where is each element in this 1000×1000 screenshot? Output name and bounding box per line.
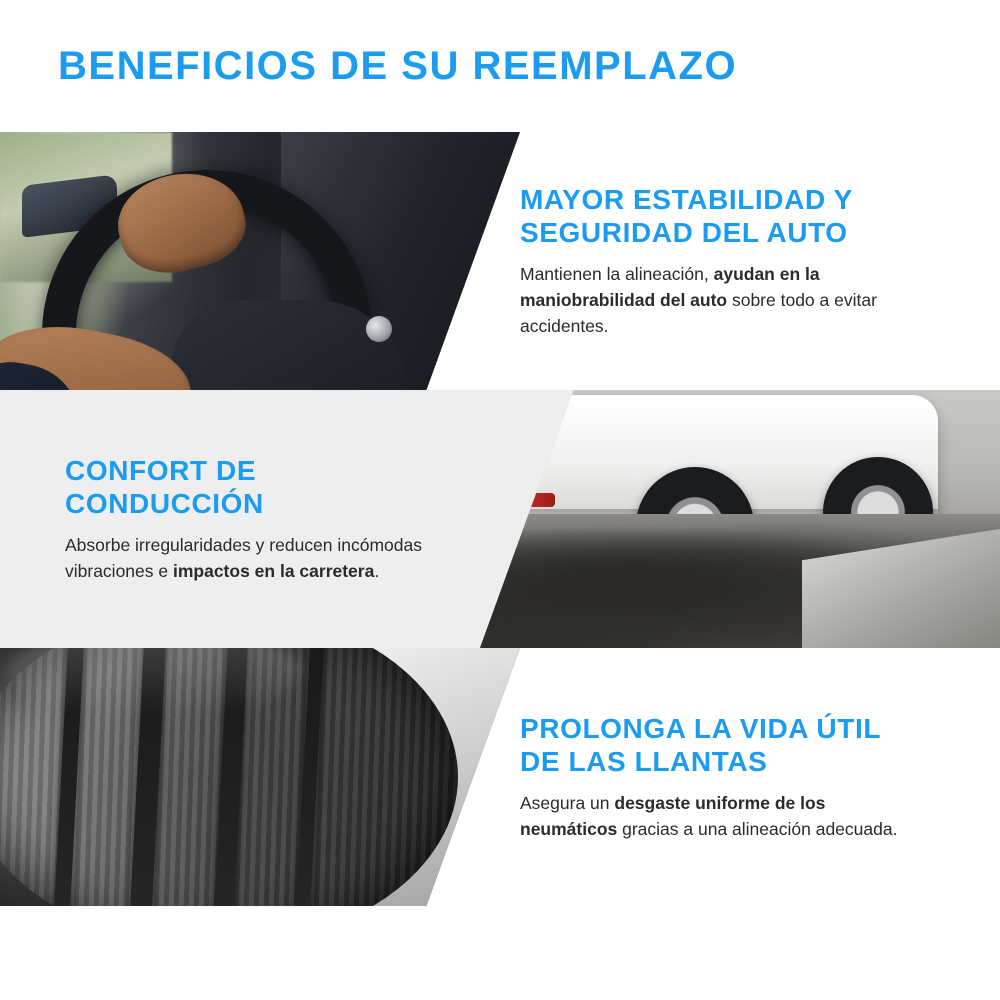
benefit-body-part: sobre todo a evitar accidentes.: [520, 289, 877, 337]
page-title: BENEFICIOS DE SU REEMPLAZO: [58, 44, 738, 88]
benefit-body-part-bold: ayudan en la maniobrabilidad del auto: [520, 263, 820, 310]
white-car-on-damaged-road-photo: [480, 390, 1000, 648]
header: [0, 0, 1000, 132]
benefit-row-confort: [0, 390, 1000, 648]
tire-tread-closeup-photo: [0, 648, 520, 906]
benefit-text-estabilidad: [520, 132, 1000, 390]
benefit-row-estabilidad: [0, 132, 1000, 390]
benefit-body-part: gracias a una alineación adecuada.: [617, 819, 898, 840]
benefit-body-part-bold: impactos en la carretera: [172, 561, 375, 582]
benefit-row-vida-util: [0, 648, 1000, 906]
benefit-body: [65, 532, 450, 585]
bottom-whitespace: [0, 906, 1000, 1000]
driver-hands-on-steering-wheel-photo: [0, 132, 520, 390]
benefit-body-part: Absorbe irregularidades y reducen incómodas vibraciones e: [65, 534, 423, 582]
benefit-body-part: Mantienen la alineación,: [520, 263, 714, 284]
benefit-heading: PROLONGA LA VIDA ÚTIL DE LAS LLANTAS: [520, 712, 881, 777]
benefit-heading: CONFORT DE CONDUCCIÓN: [65, 454, 264, 519]
benefit-body-part: Asegura un: [520, 792, 615, 813]
benefit-heading: MAYOR ESTABILIDAD Y SEGURIDAD DEL AUTO: [520, 183, 853, 248]
benefit-body: [520, 790, 920, 843]
benefit-text-vida-util: [520, 648, 1000, 906]
benefit-body-part-bold: desgaste uniforme de los neumáticos: [520, 792, 826, 840]
benefit-body-part: .: [374, 561, 380, 582]
benefit-body: [520, 261, 920, 340]
benefit-text-confort: [0, 390, 470, 648]
